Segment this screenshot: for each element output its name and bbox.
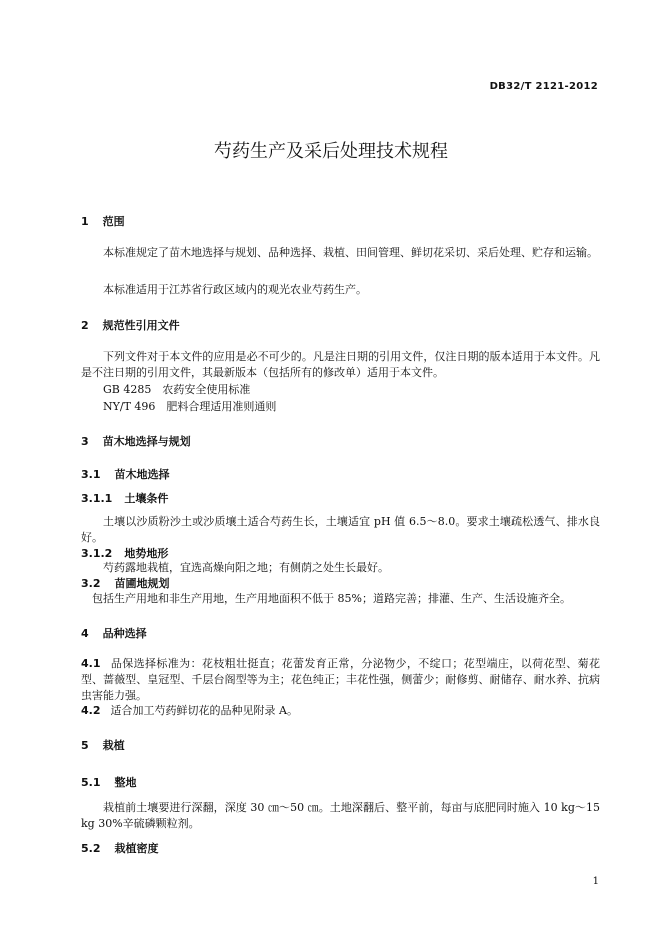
section-4-heading — [81, 625, 147, 641]
section-2-paragraph: 下列文件对于本文件的应用是必不可少的。凡是注日期的引用文件，仅注日期的版本适用于本文件。凡是不注日期的引用文件，其最新版本（包括所有的修改单）适用于本文件。 — [81, 350, 600, 379]
section-1-heading — [81, 213, 125, 229]
section-1-paragraph-1: 本标准规定了苗木地选择与规划、品种选择、栽植、田间管理、鲜切花采切、采后处理、贮存和运输。 — [103, 246, 598, 259]
reference-ny-t-496: NY/T 496 肥料合理适用准则通则 — [103, 400, 277, 413]
subsection-3-1-2-paragraph: 芍药露地栽植，宜选高燥向阳之地；有侧荫之处生长最好。 — [103, 561, 389, 574]
subsection-5-2-number: 5.2 — [81, 842, 101, 855]
reference-gb-4285: GB 4285 农药安全使用标准 — [103, 383, 251, 396]
page-number: 1 — [592, 876, 599, 887]
subsection-3-1-title: 苗木地选择 — [114, 468, 170, 481]
subsection-3-1-1-paragraph: 土壤以沙质粉沙土或沙质壤土适合芍药生长，土壤适宜 pH 值 6.5～8.0。要求土壤疏松透气、排水良好。 — [81, 515, 600, 544]
subsection-3-1-2-number: 3.1.2 — [81, 547, 113, 560]
section-5-title: 栽植 — [102, 739, 125, 752]
subsection-5-1-number: 5.1 — [81, 776, 101, 789]
document-code: DB32/T 2121-2012 — [489, 81, 598, 92]
section-1-paragraph-2: 本标准适用于江苏省行政区域内的观光农业芍药生产。 — [103, 283, 367, 296]
subsection-3-1-2-title: 地势地形 — [124, 547, 169, 560]
subsection-5-1-title: 整地 — [114, 776, 137, 789]
subsection-3-1-1-heading — [81, 490, 168, 506]
section-2-title: 规范性引用文件 — [102, 319, 180, 332]
section-3-heading — [81, 433, 191, 449]
subsection-3-2-number: 3.2 — [81, 577, 101, 590]
section-3-title: 苗木地选择与规划 — [102, 435, 191, 448]
section-2-heading — [81, 317, 180, 333]
subsection-3-2-title: 苗圃地规划 — [114, 577, 170, 590]
subsection-3-2-paragraph: 包括生产用地和非生产用地，生产用地面积不低于 85%；道路完善；排灌、生产、生活设施齐全。 — [92, 592, 571, 605]
subsection-5-2-heading — [81, 840, 159, 856]
subsection-3-1-number: 3.1 — [81, 468, 101, 481]
document-title: 芍药生产及采后处理技术规程 — [214, 141, 448, 162]
subsection-3-2-heading — [81, 575, 170, 591]
subsection-3-1-1-title: 土壤条件 — [124, 492, 169, 505]
section-1-title: 范围 — [102, 215, 125, 228]
subsection-5-2-title: 栽植密度 — [114, 842, 159, 855]
section-4-number: 4 — [81, 627, 89, 640]
section-2-number: 2 — [81, 319, 89, 332]
subsection-4-2-number: 4.2 — [81, 704, 101, 717]
subsection-4-2-text: 适合加工芍药鲜切花的品种见附录 A。 — [110, 704, 298, 717]
subsection-4-1-paragraph — [81, 656, 600, 704]
section-4-title: 品种选择 — [102, 627, 147, 640]
subsection-5-1-heading — [81, 774, 137, 790]
subsection-4-2-paragraph — [81, 702, 298, 718]
subsection-4-1-text: 品保选择标准为：花枝粗壮挺直；花蕾发育正常，分泌物少，不绽口；花型端庄，以荷花型、菊花型、蔷薇型、皇冠型、千层台阁型等为主；花色纯正；丰花性强，侧蕾少；耐修剪、耐储存、耐水养、抗病虫害能力强。 — [81, 657, 600, 702]
section-1-number: 1 — [81, 215, 89, 228]
section-5-heading — [81, 737, 125, 753]
subsection-4-1-number: 4.1 — [81, 657, 101, 670]
section-5-number: 5 — [81, 739, 89, 752]
subsection-3-1-heading — [81, 466, 170, 482]
subsection-3-1-1-number: 3.1.1 — [81, 492, 113, 505]
section-3-number: 3 — [81, 435, 89, 448]
subsection-5-1-paragraph: 栽植前土壤要进行深翻，深度 30 ㎝～50 ㎝。土地深翻后、整平前，每亩与底肥同时施入 10 kg～15 kg 30%辛硫磷颗粒剂。 — [81, 801, 600, 830]
